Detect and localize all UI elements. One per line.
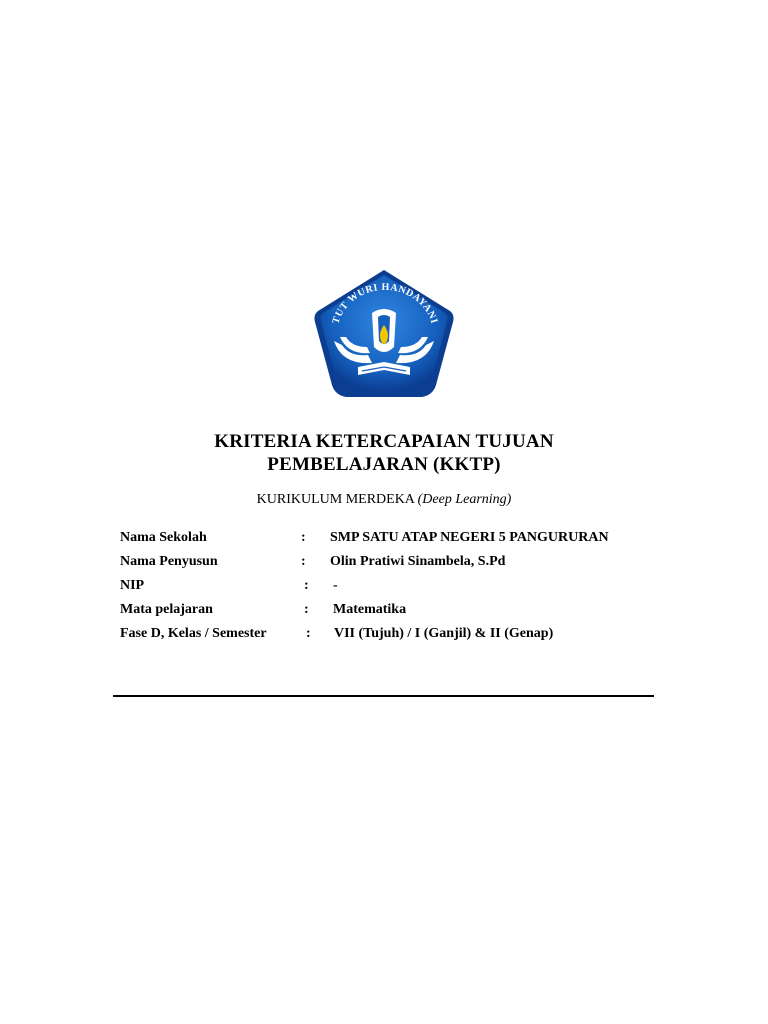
horizontal-divider bbox=[113, 695, 654, 697]
info-label: NIP bbox=[120, 578, 145, 593]
info-label: Nama Penyusun bbox=[120, 554, 218, 569]
info-value: Matematika bbox=[333, 602, 407, 617]
info-row-school bbox=[120, 529, 680, 553]
title-line-1: KRITERIA KETERCAPAIAN TUJUAN bbox=[214, 431, 554, 452]
info-label: Mata pelajaran bbox=[120, 602, 213, 617]
info-separator: : bbox=[306, 626, 311, 641]
info-value: SMP SATU ATAP NEGERI 5 PANGURURAN bbox=[330, 530, 609, 545]
logo-motto-text: TUT WURI HANDAYANI bbox=[330, 281, 440, 326]
info-value: VII (Tujuh) / I (Ganjil) & II (Genap) bbox=[334, 626, 554, 641]
info-table bbox=[120, 529, 680, 649]
document-title bbox=[0, 430, 768, 476]
info-value: - bbox=[333, 578, 338, 593]
info-separator: : bbox=[304, 578, 309, 593]
info-row-nip bbox=[120, 577, 680, 601]
info-row-author bbox=[120, 553, 680, 577]
info-separator: : bbox=[301, 554, 306, 569]
emblem-icon bbox=[312, 267, 456, 405]
info-row-subject bbox=[120, 601, 680, 625]
info-separator: : bbox=[301, 530, 306, 545]
info-label: Fase D, Kelas / Semester bbox=[120, 626, 267, 641]
info-value: Olin Pratiwi Sinambela, S.Pd bbox=[330, 554, 506, 569]
subtitle-italic: (Deep Learning) bbox=[417, 492, 512, 507]
subtitle-main: KURIKULUM MERDEKA bbox=[256, 492, 415, 507]
tut-wuri-handayani-logo bbox=[312, 267, 456, 405]
info-row-phase bbox=[120, 625, 680, 649]
title-line-2: PEMBELAJARAN (KKTP) bbox=[267, 454, 501, 475]
info-label: Nama Sekolah bbox=[120, 530, 207, 545]
document-subtitle bbox=[0, 491, 768, 509]
info-separator: : bbox=[304, 602, 309, 617]
